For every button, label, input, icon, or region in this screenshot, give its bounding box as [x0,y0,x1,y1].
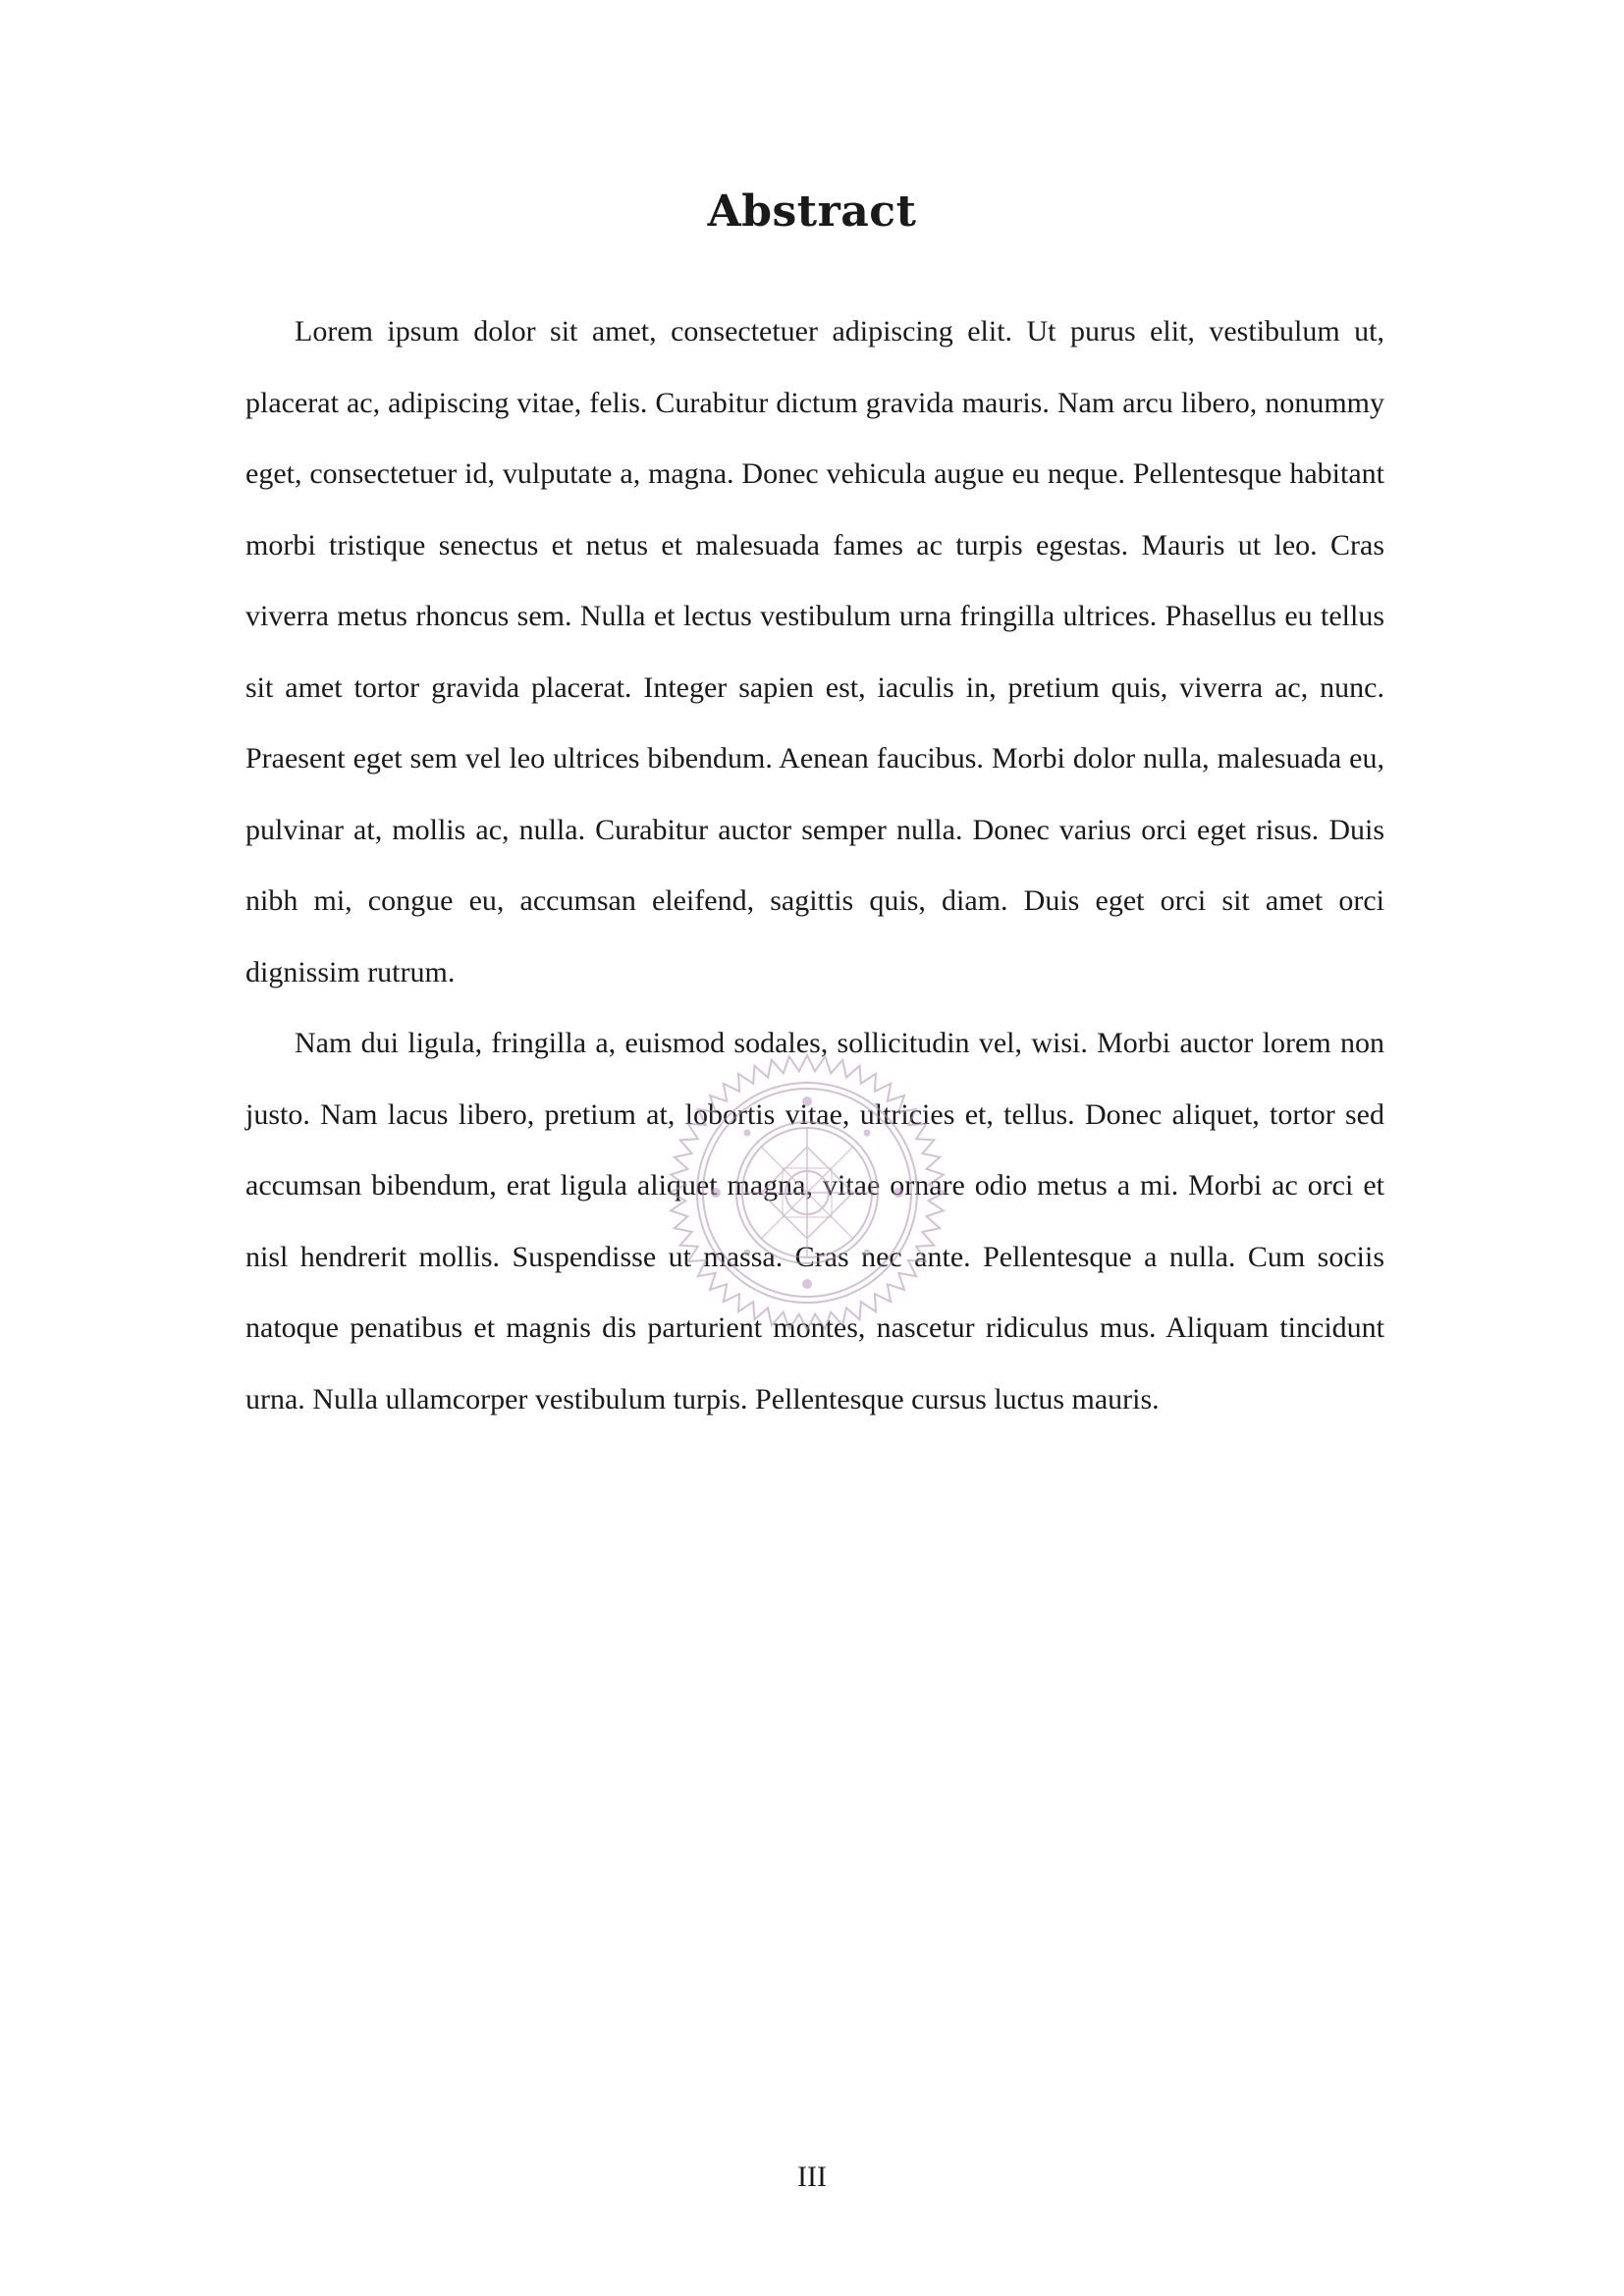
abstract-body [245,296,1384,1435]
page-title: Abstract [707,187,917,237]
abstract-paragraph-2: Nam dui ligula, fringilla a, euismod sodales, sollicitudin vel, wisi. Morbi auctor lorem non justo. Nam lacus libero, pretium at, lobortis vitae, ultricies et, tellus. Donec aliquet, tortor sed accumsan bibendum, erat ligula aliquet magna, vitae ornare odio metus a mi. Morbi ac orci et nisl hendrerit mollis. Suspendisse ut massa. Cras nec ante. Pellentesque a nulla. Cum sociis natoque penatibus et magnis dis parturient montes, nascetur ridiculus mus. Aliquam tincidunt urna. Nulla ullamcorper vestibulum turpis. Pellentesque cursus luctus mauris. [245,1027,1384,1415]
page-number: III [797,2161,827,2193]
abstract-paragraph-1: Lorem ipsum dolor sit amet, consectetuer adipiscing elit. Ut purus elit, vestibulum ut, placerat ac, adipiscing vitae, felis. Curabitur dictum gravida mauris. Nam arcu libero, nonummy eget, consectetuer id, vulputate a, magna. Donec vehicula augue eu neque. Pellentesque habitant morbi tristique senectus et netus et malesuada fames ac turpis egestas. Mauris ut leo. Cras viverra metus rhoncus sem. Nulla et lectus vestibulum urna fringilla ultrices. Phasellus eu tellus sit amet tortor gravida placerat. Integer sapien est, iaculis in, pretium quis, viverra ac, nunc. Praesent eget sem vel leo ultrices bibendum. Aenean faucibus. Morbi dolor nulla, malesuada eu, pulvinar at, mollis ac, nulla. Curabitur auctor semper nulla. Donec varius orci eget risus. Duis nibh mi, congue eu, accumsan eleifend, sagittis quis, diam. Duis eget orci sit amet orci dignissim rutrum. [245,315,1384,988]
